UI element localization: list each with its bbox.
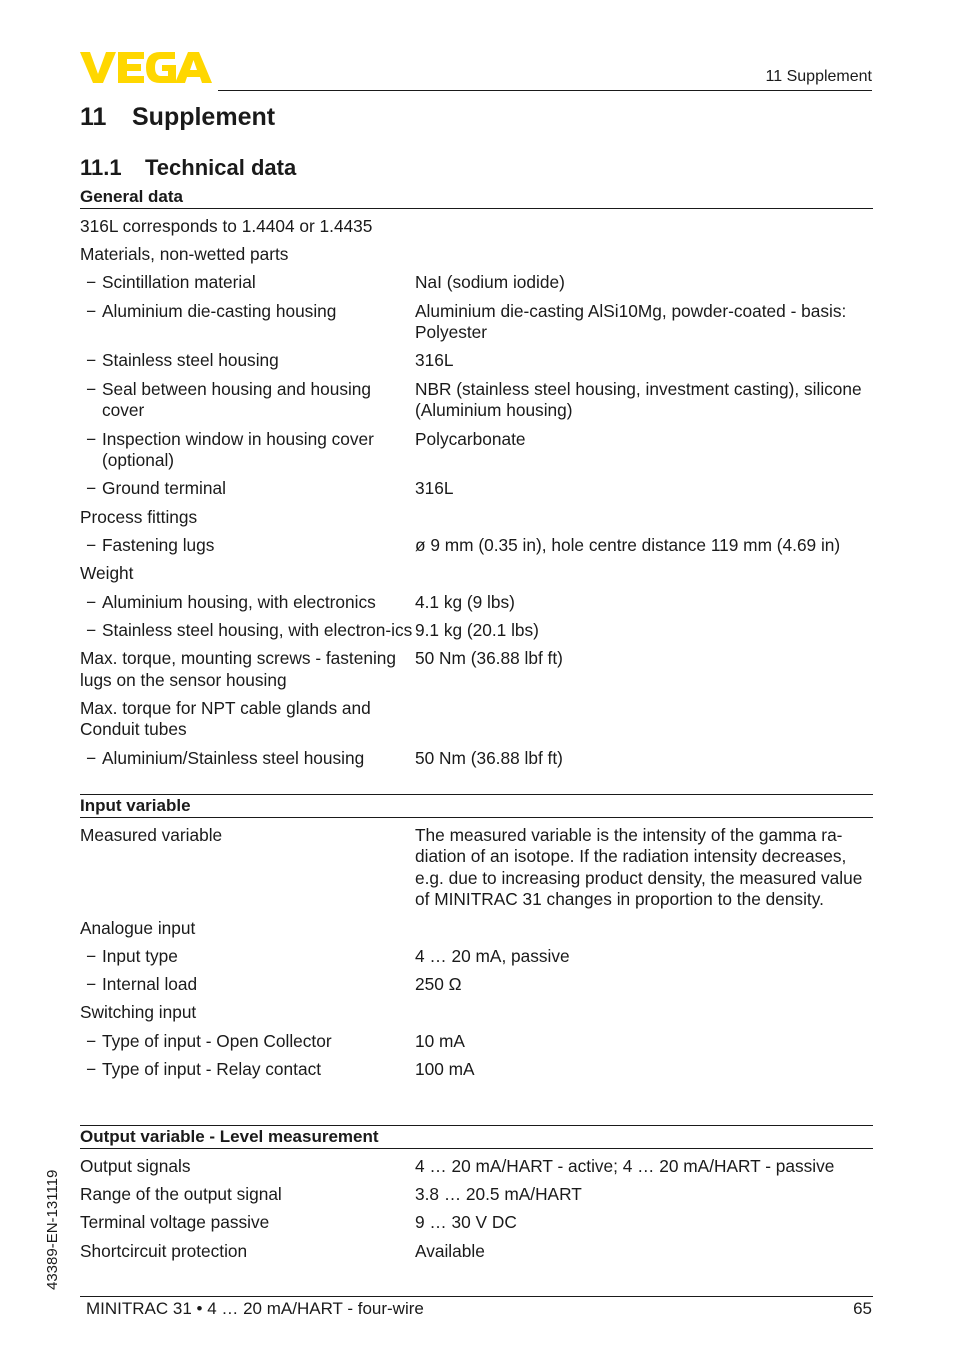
row-label <box>80 350 415 372</box>
row-value: 50 Nm (36.88 lbf ft) <box>415 747 563 768</box>
list-dash: − <box>86 1030 97 1051</box>
row-label <box>80 272 415 294</box>
row-value: 250 Ω <box>415 974 462 995</box>
table-row <box>80 478 873 500</box>
general-data-table <box>80 186 873 769</box>
table-row <box>80 1184 873 1206</box>
row-label-text: Input type <box>102 945 178 966</box>
list-dash: − <box>86 747 97 768</box>
row-label: Max. torque, mounting screws - fastening lugs on the sensor housing <box>80 648 397 690</box>
row-label <box>80 478 415 500</box>
row-label-text: Type of input - Relay contact <box>102 1059 322 1080</box>
list-dash: − <box>86 974 97 995</box>
table-row <box>80 563 873 585</box>
row-label-text: Inspection window in housing cover (optional) <box>102 428 374 471</box>
row-label <box>80 1031 415 1053</box>
list-dash: − <box>86 1059 97 1080</box>
row-label: Terminal voltage passive <box>80 1212 270 1233</box>
table-row <box>80 648 873 691</box>
table-heading: Output variable - Level measurement <box>80 1125 873 1149</box>
row-label <box>80 535 415 557</box>
row-value: The measured variable is the intensity of the gamma ra-diation of an isotope. If the radiation intensity decreases, e.g. due to increasing product density, the measured value of MINITRAC 31 changes in proportion to the density. <box>415 824 863 910</box>
table-row <box>80 507 873 529</box>
row-label <box>80 301 415 344</box>
row-value <box>415 563 873 585</box>
list-dash: − <box>86 534 97 555</box>
row-label <box>80 620 415 642</box>
row-value: 50 Nm (36.88 lbf ft) <box>415 648 563 669</box>
row-label: Materials, non-wetted parts <box>80 244 289 265</box>
table-row <box>80 301 873 344</box>
table-row <box>80 748 873 770</box>
footer-title: MINITRAC 31 • 4 … 20 mA/HART - four-wire <box>86 1299 424 1318</box>
row-value <box>415 1002 873 1024</box>
table-row <box>80 620 873 642</box>
row-label-text: Seal between housing and housing cover <box>102 378 372 421</box>
list-dash: − <box>86 619 97 640</box>
row-label-text: Aluminium/Stainless steel housing <box>102 747 365 768</box>
row-label-text: Aluminium die-casting housing <box>102 300 337 321</box>
row-label <box>80 946 415 968</box>
row-label-text: Internal load <box>102 974 198 995</box>
row-value <box>415 918 873 940</box>
row-label <box>80 379 415 422</box>
row-label: Measured variable <box>80 824 223 845</box>
row-value: 3.8 … 20.5 mA/HART <box>415 1184 582 1205</box>
table-row <box>80 535 873 557</box>
row-value <box>415 698 873 741</box>
row-value <box>415 216 873 238</box>
list-dash: − <box>86 428 97 449</box>
output-variable-table <box>80 1125 873 1262</box>
page-number: 65 <box>853 1299 872 1318</box>
list-dash: − <box>86 300 97 321</box>
list-dash: − <box>86 378 97 399</box>
table-heading: General data <box>80 186 873 209</box>
table-row <box>80 216 873 238</box>
list-dash: − <box>86 350 97 371</box>
list-dash: − <box>86 272 97 293</box>
row-label: Analogue input <box>80 917 196 938</box>
row-label-text: Stainless steel housing, with electron-ics <box>102 619 413 640</box>
row-value: 4.1 kg (9 lbs) <box>415 591 515 612</box>
row-label: Process fittings <box>80 506 198 527</box>
list-dash: − <box>86 591 97 612</box>
row-value: ø 9 mm (0.35 in), hole centre distance 119 mm (4.69 in) <box>415 534 841 555</box>
row-value: 10 mA <box>415 1030 465 1051</box>
table-row <box>80 350 873 372</box>
row-label: Weight <box>80 563 134 584</box>
row-label: 316L corresponds to 1.4404 or 1.4435 <box>80 215 373 236</box>
table-row <box>80 1156 873 1178</box>
row-label: Output signals <box>80 1155 191 1176</box>
vega-logo <box>80 50 212 84</box>
table-heading: Input variable <box>80 794 873 818</box>
list-dash: − <box>86 478 97 499</box>
row-value: 100 mA <box>415 1059 475 1080</box>
table-row <box>80 1059 873 1081</box>
row-label-text: Ground terminal <box>102 478 226 499</box>
row-label: Shortcircuit protection <box>80 1240 248 1261</box>
row-label-text: Aluminium housing, with electronics <box>102 591 376 612</box>
row-label <box>80 429 415 472</box>
table-row <box>80 1031 873 1053</box>
table-row <box>80 244 873 266</box>
table-row <box>80 379 873 422</box>
table-row <box>80 918 873 940</box>
section-number: 11.1 <box>80 155 122 180</box>
table-row <box>80 1002 873 1024</box>
running-header: 11 Supplement <box>765 68 872 85</box>
row-value: Available <box>415 1240 485 1261</box>
table-row <box>80 1212 873 1234</box>
input-variable-table <box>80 794 873 1081</box>
row-value: NaI (sodium iodide) <box>415 272 565 293</box>
row-value: NBR (stainless steel housing, investment casting), silicone (Aluminium housing) <box>415 378 862 421</box>
row-label <box>80 1059 415 1081</box>
row-label-text: Type of input - Open Collector <box>102 1030 332 1051</box>
table-row <box>80 272 873 294</box>
row-value <box>415 507 873 529</box>
row-value: 9 … 30 V DC <box>415 1212 517 1233</box>
table-row <box>80 946 873 968</box>
table-row <box>80 1241 873 1263</box>
row-value: 4 … 20 mA, passive <box>415 945 570 966</box>
footer-rule <box>80 1296 873 1297</box>
table-row <box>80 974 873 996</box>
section-title: Technical data <box>145 155 297 180</box>
row-value <box>415 244 873 266</box>
row-label <box>80 592 415 614</box>
row-label: Switching input <box>80 1002 197 1023</box>
table-row <box>80 592 873 614</box>
header-rule <box>218 90 872 91</box>
table-row <box>80 825 873 911</box>
table-row <box>80 698 873 741</box>
section-heading <box>80 155 296 181</box>
row-value: 316L <box>415 350 454 371</box>
row-label-text: Stainless steel housing <box>102 350 279 371</box>
row-value: Aluminium die-casting AlSi10Mg, powder-coated - basis: Polyester <box>415 300 847 343</box>
row-value: Polycarbonate <box>415 428 526 449</box>
table-row <box>80 429 873 472</box>
row-value: 9.1 kg (20.1 lbs) <box>415 619 539 640</box>
list-dash: − <box>86 945 97 966</box>
row-value: 316L <box>415 478 454 499</box>
chapter-number: 11 <box>80 103 107 131</box>
row-value: 4 … 20 mA/HART - active; 4 … 20 mA/HART - passive <box>415 1155 835 1176</box>
row-label <box>80 748 415 770</box>
chapter-title: Supplement <box>132 103 276 131</box>
document-number: 43389-EN-131119 <box>44 1169 61 1290</box>
chapter-heading <box>80 103 275 132</box>
row-label-text: Fastening lugs <box>102 534 215 555</box>
row-label <box>80 974 415 996</box>
row-label: Max. torque for NPT cable glands and Conduit tubes <box>80 697 371 740</box>
row-label-text: Scintillation material <box>102 272 256 293</box>
row-label: Range of the output signal <box>80 1184 282 1205</box>
